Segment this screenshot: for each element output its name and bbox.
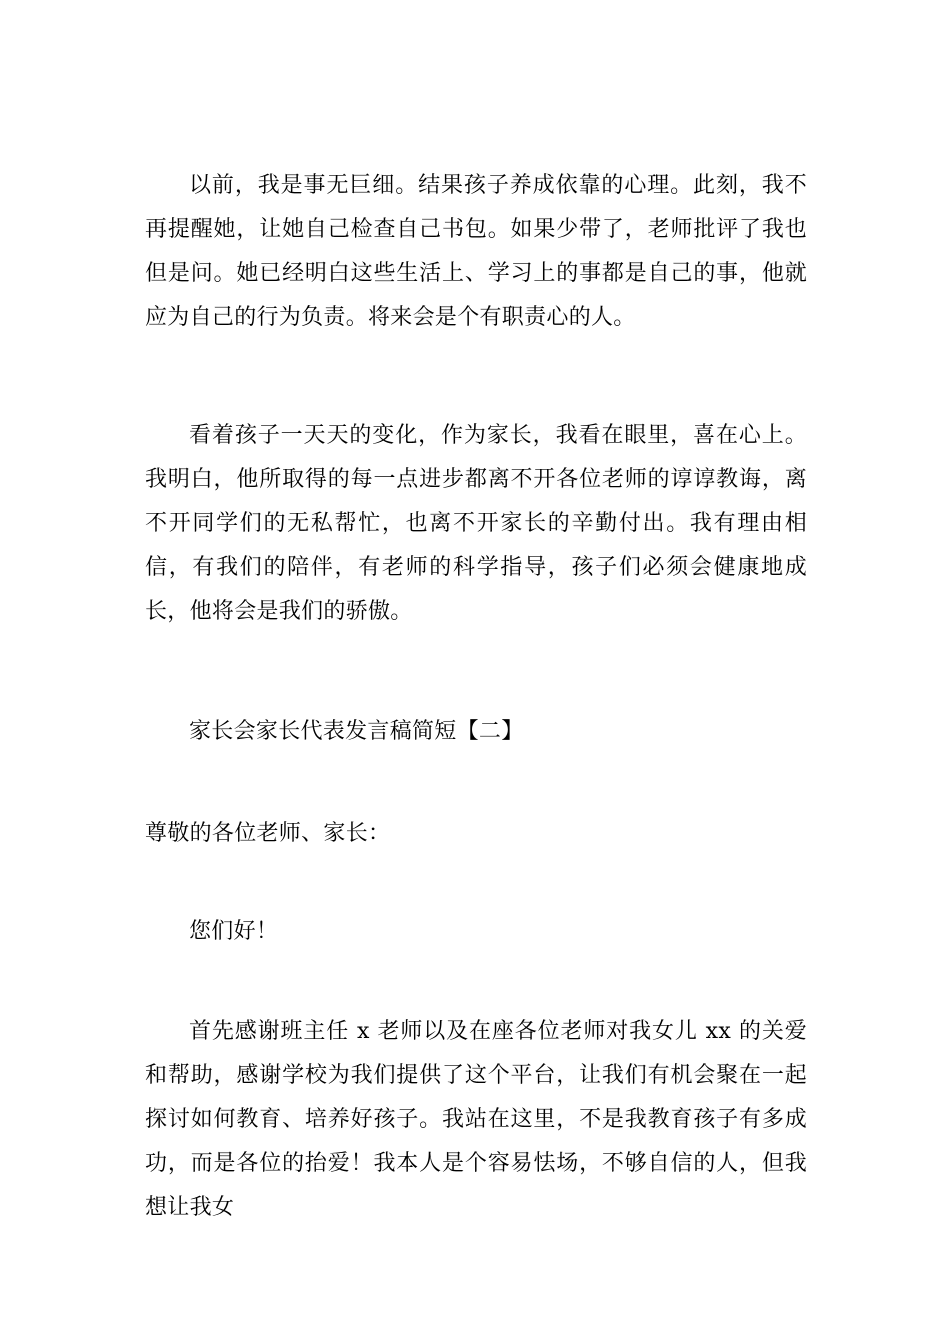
section-heading: 家长会家长代表发言稿简短【二】 — [189, 719, 524, 744]
paragraph-thanks: 首先感谢班主任 x 老师以及在座各位老师对我女儿 xx 的关爱和帮助，感谢学校为我们提供了这个平台，让我们有机会聚在一起探讨如何教育、培养好孩子。我站在这里，不是我教育孩子有多成功，而是各位的抬爱！我本人是个容易怯场，不够自信的人，但我想让我女 — [145, 1019, 807, 1220]
greeting: 您们好！ — [189, 919, 279, 944]
paragraph-independence: 以前，我是事无巨细。结果孩子养成依靠的心理。此刻，我不再提醒她，让她自己检查自己书包。如果少带了，老师批评了我也但是问。她已经明白这些生活上、学习上的事都是自己的事，他就应为自己的行为负责。将来会是个有职责心的人。 — [145, 173, 807, 330]
salutation: 尊敬的各位老师、家长： — [145, 821, 391, 846]
paragraph-gratitude: 看着孩子一天天的变化，作为家长，我看在眼里，喜在心上。我明白，他所取得的每一点进步都离不开各位老师的谆谆教诲，离不开同学们的无私帮忙，也离不开家长的辛勤付出。我有理由相信，有我们的陪伴，有老师的科学指导，孩子们必须会健康地成长，他将会是我们的骄傲。 — [145, 423, 807, 624]
